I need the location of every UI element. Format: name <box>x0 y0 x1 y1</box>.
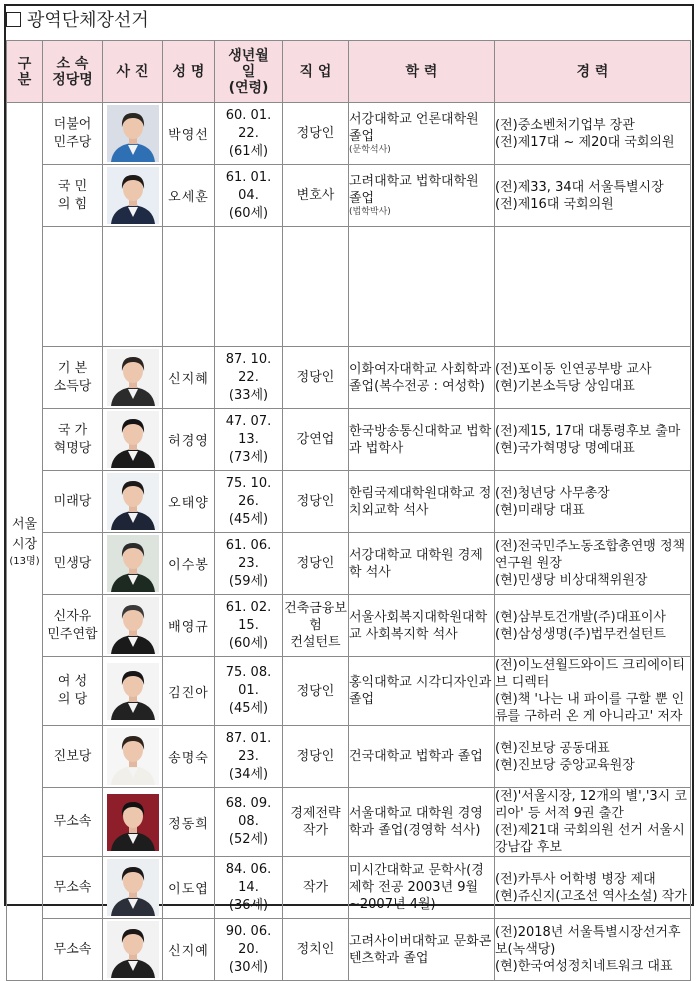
candidate-row <box>7 103 691 165</box>
candidate-photo <box>107 728 159 785</box>
photo-cell <box>103 471 163 533</box>
photo-cell <box>103 919 163 981</box>
occupation: 경제전략 작가 <box>290 806 341 838</box>
photo-cell <box>103 347 163 409</box>
birth-date: 61. 01. 04. <box>225 169 272 203</box>
education-cell <box>349 919 495 981</box>
candidate-name: 허경영 <box>168 434 209 449</box>
education-cell <box>349 595 495 657</box>
birth-cell <box>215 726 283 788</box>
education: 서울대학교 대학원 경영학과 졸업(경영학 석사) <box>349 806 483 838</box>
birth-date: 60. 01. 22. <box>225 107 272 141</box>
career-cell <box>495 347 691 409</box>
header-photo: 사 진 <box>103 41 163 103</box>
education-cell <box>349 788 495 857</box>
birth-cell <box>215 919 283 981</box>
career-cell <box>495 409 691 471</box>
education: 서강대학교 대학원 경제학 석사 <box>349 547 483 580</box>
occupation: 정당인 <box>296 749 335 764</box>
age: (73세) <box>228 449 269 465</box>
spacer-cell <box>215 227 283 347</box>
party-cell <box>43 595 103 657</box>
birth-date: 47. 07. 13. <box>225 413 272 447</box>
candidate-row <box>7 857 691 919</box>
career: (전)청년당 사무총장 (현)미래당 대표 <box>495 485 610 518</box>
job-cell <box>283 857 349 919</box>
party-cell <box>43 788 103 857</box>
photo-cell <box>103 857 163 919</box>
photo-cell <box>103 657 163 726</box>
job-cell <box>283 919 349 981</box>
job-cell <box>283 347 349 409</box>
career-cell <box>495 533 691 595</box>
party-cell <box>43 857 103 919</box>
name-cell <box>163 103 215 165</box>
candidate-row <box>7 788 691 857</box>
header-education: 학 력 <box>349 41 495 103</box>
birth-cell <box>215 409 283 471</box>
career-cell <box>495 103 691 165</box>
party-cell <box>43 726 103 788</box>
candidate-name: 신지혜 <box>168 372 209 387</box>
candidate-photo <box>107 663 159 720</box>
age: (30세) <box>228 959 269 975</box>
name-cell <box>163 409 215 471</box>
party-cell <box>43 657 103 726</box>
candidate-name: 오세훈 <box>168 190 209 205</box>
birth-date: 61. 06. 23. <box>225 537 272 571</box>
career: (전)제15, 17대 대통령후보 출마 (현)국가혁명당 명예대표 <box>495 423 681 456</box>
career-cell <box>495 595 691 657</box>
photo-cell <box>103 103 163 165</box>
candidate-photo <box>107 535 159 592</box>
birth-date: 75. 10. 26. <box>225 475 272 509</box>
birth-date: 87. 10. 22. <box>225 351 272 385</box>
age: (33세) <box>228 387 269 403</box>
occupation: 정당인 <box>296 126 335 141</box>
name-cell <box>163 857 215 919</box>
candidate-row <box>7 533 691 595</box>
birth-cell <box>215 533 283 595</box>
career-cell <box>495 919 691 981</box>
candidate-name: 박영선 <box>168 128 209 143</box>
age: (36세) <box>228 897 269 913</box>
candidate-photo <box>107 411 159 468</box>
birth-date: 68. 09. 08. <box>225 796 272 829</box>
candidate-table <box>6 40 691 981</box>
career: (전)이노션월드와이드 크리에이티브 디렉터 (현)책 '나는 내 파이를 구할 뿐 인류를 구하러 온 게 아니라고' 저자 <box>495 658 686 724</box>
education: 이화여자대학교 사회학과 졸업(복수전공 : 여성학) <box>349 361 492 394</box>
career-cell <box>495 788 691 857</box>
education-cell <box>349 533 495 595</box>
occupation: 정당인 <box>296 683 335 699</box>
candidate-row <box>7 657 691 726</box>
career: (전)2018년 서울특별시장선거후보(녹색당) (현)한국여성정치네트워크 대표 <box>495 925 681 974</box>
spacer-cell <box>103 227 163 347</box>
education-cell <box>349 857 495 919</box>
name-cell <box>163 165 215 227</box>
candidate-photo <box>107 167 159 224</box>
region-cell <box>7 103 43 981</box>
party-name: 국 민 의 힘 <box>57 178 88 212</box>
name-cell <box>163 657 215 726</box>
birth-cell <box>215 471 283 533</box>
party-name: 신자유 민주연합 <box>47 608 98 642</box>
education-cell <box>349 347 495 409</box>
birth-date: 90. 06. 20. <box>225 923 272 957</box>
header-birth: 생년월 일 (연령) <box>215 41 283 103</box>
candidate-name: 정동희 <box>168 816 209 832</box>
header-row <box>7 41 691 103</box>
spacer-cell <box>495 227 691 347</box>
party-name: 미래당 <box>53 493 92 509</box>
education-degree: (법학박사) <box>349 207 391 217</box>
education: 고려대학교 법학대학원 졸업 <box>349 174 479 206</box>
career: (현)진보당 공동대표 (현)진보당 중앙교육원장 <box>495 740 635 773</box>
occupation: 작가 <box>302 880 329 895</box>
party-cell <box>43 409 103 471</box>
header-region: 구 분 <box>7 41 43 103</box>
candidate-row <box>7 595 691 657</box>
region-count: (13명) <box>9 555 40 567</box>
education-cell <box>349 103 495 165</box>
education-cell <box>349 165 495 227</box>
education-cell <box>349 726 495 788</box>
party-cell <box>43 533 103 595</box>
career: (전)제33, 34대 서울특별시장 (전)제16대 국회의원 <box>495 179 664 212</box>
education: 한국방송통신대학교 법학과 법학사 <box>349 423 492 456</box>
job-cell <box>283 103 349 165</box>
job-cell <box>283 165 349 227</box>
birth-cell <box>215 657 283 726</box>
name-cell <box>163 788 215 857</box>
candidate-photo <box>107 473 159 530</box>
party-name: 더불어 민주당 <box>53 116 92 150</box>
occupation: 변호사 <box>296 188 335 203</box>
header-name: 성 명 <box>163 41 215 103</box>
birth-date: 61. 02. 15. <box>225 599 272 633</box>
career-cell <box>495 657 691 726</box>
photo-cell <box>103 788 163 857</box>
career: (전)카투사 어학병 병장 제대 (현)쥬신지(고조선 역사소설) 작가 <box>495 871 687 904</box>
candidate-photo <box>107 349 159 406</box>
education: 서강대학교 언론대학원 졸업 <box>349 112 479 144</box>
candidate-name: 이수봉 <box>168 558 209 573</box>
education-cell <box>349 657 495 726</box>
name-cell <box>163 726 215 788</box>
spacer-cell <box>163 227 215 347</box>
candidate-name: 배영규 <box>168 620 209 635</box>
candidate-row <box>7 165 691 227</box>
birth-date: 87. 01. 23. <box>225 730 272 764</box>
occupation: 정치인 <box>296 942 335 957</box>
region-name: 서울 시장 <box>11 516 38 552</box>
party-name: 국 가 혁명당 <box>53 422 92 456</box>
header-party: 소 속 정당명 <box>43 41 103 103</box>
age: (52세) <box>228 832 269 847</box>
name-cell <box>163 533 215 595</box>
header-career: 경 력 <box>495 41 691 103</box>
education-cell <box>349 409 495 471</box>
candidate-photo <box>107 794 159 851</box>
candidate-name: 신지예 <box>168 944 209 959</box>
party-cell <box>43 165 103 227</box>
age: (45세) <box>228 511 269 527</box>
job-cell <box>283 409 349 471</box>
occupation: 정당인 <box>296 556 335 571</box>
candidate-row <box>7 409 691 471</box>
job-cell <box>283 726 349 788</box>
education: 고려사이버대학교 문화콘텐츠학과 졸업 <box>349 933 492 966</box>
candidate-row <box>7 471 691 533</box>
career: (전)'서울시장, 12개의 별','3시 코리아' 등 서적 9권 출간 (전)제21대 국회의원 선거 서울시 강남갑 후보 <box>495 789 687 855</box>
occupation: 건축금융보험 컨설턴트 <box>284 601 347 650</box>
candidate-photo <box>107 105 159 162</box>
birth-date: 75. 08. 01. <box>225 665 272 698</box>
education-cell <box>349 471 495 533</box>
photo-cell <box>103 726 163 788</box>
education-degree: (문학석사) <box>349 145 391 155</box>
education: 홍익대학교 시각디자인과 졸업 <box>349 675 492 707</box>
occupation: 강연업 <box>296 432 335 447</box>
birth-cell <box>215 595 283 657</box>
name-cell <box>163 347 215 409</box>
occupation: 정당인 <box>296 370 335 385</box>
party-cell <box>43 347 103 409</box>
birth-cell <box>215 165 283 227</box>
checkbox-square-icon <box>6 12 21 27</box>
party-name: 무소속 <box>53 941 92 957</box>
job-cell <box>283 533 349 595</box>
birth-date: 84. 06. 14. <box>225 861 272 895</box>
age: (61세) <box>228 143 269 159</box>
age: (45세) <box>228 701 269 716</box>
candidate-photo <box>107 597 159 654</box>
party-name: 기 본 소득당 <box>53 360 92 394</box>
career-cell <box>495 857 691 919</box>
spacer-cell <box>283 227 349 347</box>
career: (전)중소벤처기업부 장관 (전)제17대 ~ 제20대 국회의원 <box>495 117 675 150</box>
party-name: 무소속 <box>53 879 92 895</box>
photo-cell <box>103 409 163 471</box>
job-cell <box>283 595 349 657</box>
birth-cell <box>215 788 283 857</box>
age: (60세) <box>228 635 269 651</box>
party-name: 진보당 <box>53 748 92 764</box>
spacer-row <box>7 227 691 347</box>
candidate-name: 김진아 <box>168 685 209 701</box>
party-cell <box>43 103 103 165</box>
party-name: 여 성 의 당 <box>57 674 88 707</box>
spacer-cell <box>43 227 103 347</box>
candidate-row <box>7 726 691 788</box>
party-cell <box>43 919 103 981</box>
candidate-name: 이도엽 <box>168 882 209 897</box>
birth-cell <box>215 103 283 165</box>
career-cell <box>495 165 691 227</box>
education: 한림국제대학원대학교 정치외교학 석사 <box>349 485 492 518</box>
name-cell <box>163 919 215 981</box>
occupation: 정당인 <box>296 494 335 509</box>
career: (전)전국민주노동조합총연맹 정책연구원 원장 (현)민생당 비상대책위원장 <box>495 539 686 588</box>
career-cell <box>495 471 691 533</box>
birth-cell <box>215 347 283 409</box>
section-title-text: 광역단체장선거 <box>27 10 149 31</box>
candidate-photo <box>107 921 159 978</box>
age: (60세) <box>228 205 269 221</box>
candidate-row <box>7 919 691 981</box>
header-job: 직 업 <box>283 41 349 103</box>
education: 건국대학교 법학과 졸업 <box>349 749 483 764</box>
name-cell <box>163 595 215 657</box>
candidate-photo <box>107 859 159 916</box>
name-cell <box>163 471 215 533</box>
spacer-cell <box>349 227 495 347</box>
age: (59세) <box>228 573 269 589</box>
photo-cell <box>103 533 163 595</box>
age: (34세) <box>228 766 269 782</box>
photo-cell <box>103 165 163 227</box>
party-name: 무소속 <box>53 814 92 829</box>
photo-cell <box>103 595 163 657</box>
party-name: 민생당 <box>53 555 92 571</box>
career: (전)포이동 인연공부방 교사 (현)기본소득당 상임대표 <box>495 361 652 394</box>
candidate-name: 송명숙 <box>168 751 209 766</box>
education: 미시간대학교 문학사(경제학 전공 2003년 9월~2007년 4월) <box>349 863 484 912</box>
career-cell <box>495 726 691 788</box>
job-cell <box>283 471 349 533</box>
education: 서울사회복지대학원대학교 사회복지학 석사 <box>349 609 488 642</box>
candidate-row <box>7 347 691 409</box>
job-cell <box>283 657 349 726</box>
section-title <box>6 10 149 32</box>
candidate-name: 오태양 <box>168 496 209 511</box>
birth-cell <box>215 857 283 919</box>
job-cell <box>283 788 349 857</box>
career: (현)삼부토건개발(주)대표이사 (현)삼성생명(주)법무컨설턴트 <box>495 609 666 642</box>
party-cell <box>43 471 103 533</box>
